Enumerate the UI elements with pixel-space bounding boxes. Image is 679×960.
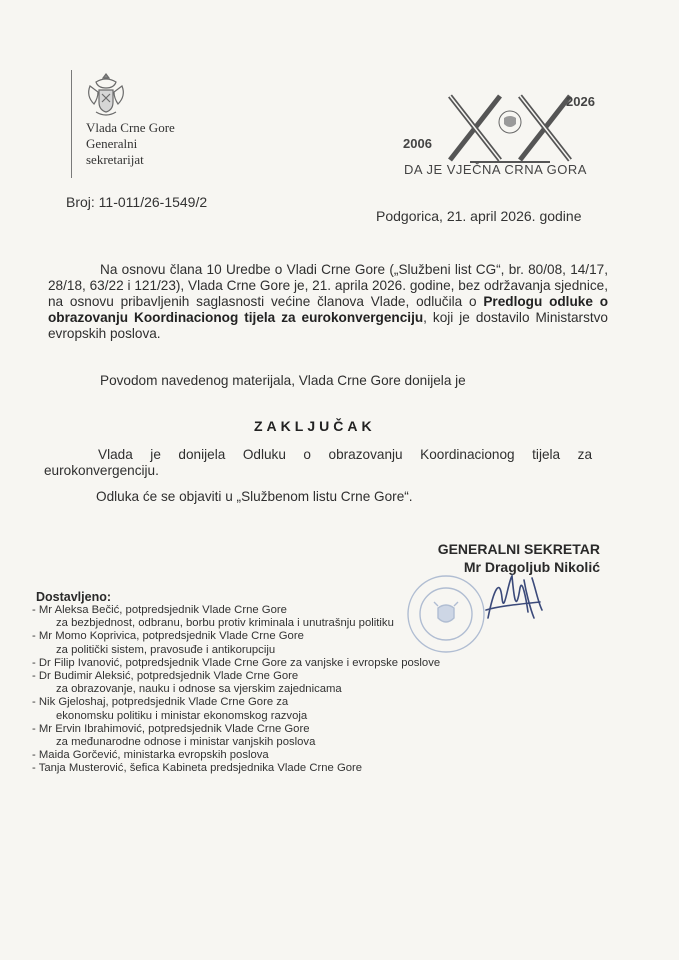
p1-text-b: , koji je dostavilo Ministarstvo evropskih poslova.	[48, 310, 608, 341]
distribution-item: - Maida Gorčević, ministarka evropskih poslova	[32, 749, 269, 762]
anniversary-year-start: 2006	[403, 136, 432, 151]
distribution-item-detail: za politički sistem, pravosuđe i antikorupciju	[56, 643, 276, 656]
distribution-item-detail: za obrazovanje, nauku i odnose sa vjerskim zajednicama	[56, 683, 342, 696]
org-line-3: sekretarijat	[86, 152, 144, 167]
paragraph-publication: Odluka će se objaviti u „Službenom listu Crne Gore“.	[96, 489, 413, 504]
distribution-item: - Dr Filip Ivanović, potpredsjednik Vlade Crne Gore za vanjske i evropske poslove	[32, 656, 441, 669]
org-line-2: Generalni	[86, 136, 138, 151]
distribution-item: - Nik Gjeloshaj, potpredsjednik Vlade Crne Gore za	[32, 696, 289, 709]
distribution-list	[32, 604, 440, 776]
reference-number: Broj: 11-011/26-1549/2	[66, 194, 208, 210]
anniversary-year-end: 2026	[566, 94, 595, 109]
paragraph-decision	[44, 447, 592, 479]
p1-text-a: Na osnovu člana 10 Uredbe o Vladi Crne Gore („Službeni list CG“, br. 80/08, 14/17, 28/18, 63/22 i 121/23), Vlada Crne Gore je, 21. aprila 2026. godine, bez održavanja sjednice, na osnovu pribavljenih saglasnosti većine članova Vlade, odlučila o	[48, 262, 608, 309]
distribution-item-detail: ekonomsku politiku i ministar ekonomskog razvoja	[56, 709, 308, 722]
signatory-role: GENERALNI SEKRETAR	[437, 541, 600, 557]
paragraph-adopted: Povodom navedenog materijala, Vlada Crne Gore donijela je	[100, 373, 466, 388]
distribution-item: - Tanja Musterović, šefica Kabineta predsjednika Vlade Crne Gore	[32, 762, 363, 775]
org-line-1: Vlada Crne Gore	[86, 120, 175, 135]
p1-bold-title: Predlogu odluke o obrazovanju Koordinacionog tijela za eurokonvergenciju	[48, 294, 608, 325]
distribution-title: Dostavljeno:	[36, 590, 112, 604]
coat-of-arms-icon	[84, 70, 128, 118]
distribution-item: - Dr Budimir Aleksić, potpredsjednik Vlade Crne Gore	[32, 670, 299, 683]
distribution-item: - Mr Momo Koprivica, potpredsjednik Vlade Crne Gore	[32, 630, 304, 643]
header-divider	[71, 70, 72, 178]
organization-name	[86, 120, 175, 168]
xx-emblem-icon	[440, 92, 580, 164]
distribution-item: - Mr Aleksa Bečić, potpredsjednik Vlade Crne Gore	[32, 604, 287, 616]
p3-text: Vlada je donijela Odluku o obrazovanju Koordinacionog tijela za eurokonvergenciju.	[44, 447, 592, 478]
handwritten-signature-icon	[480, 568, 550, 628]
distribution-item-detail: za bezbjednost, odbranu, borbu protiv kriminala i unutrašnju politiku	[56, 617, 394, 630]
signatory-name: Mr Dragoljub Nikolić	[463, 559, 600, 575]
place-and-date: Podgorica, 21. april 2026. godine	[376, 208, 582, 224]
distribution-item: - Mr Ervin Ibrahimović, potpredsjednik Vlade Crne Gore	[32, 722, 310, 735]
paragraph-legal-basis	[48, 262, 608, 342]
conclusion-title: ZAKLJUČAK	[254, 418, 376, 434]
anniversary-motto: DA JE VJEČNA CRNA GORA	[404, 162, 587, 177]
distribution-item-detail: za međunarodne odnose i ministar vanjskih poslova	[56, 736, 316, 749]
anniversary-logo	[400, 92, 615, 182]
